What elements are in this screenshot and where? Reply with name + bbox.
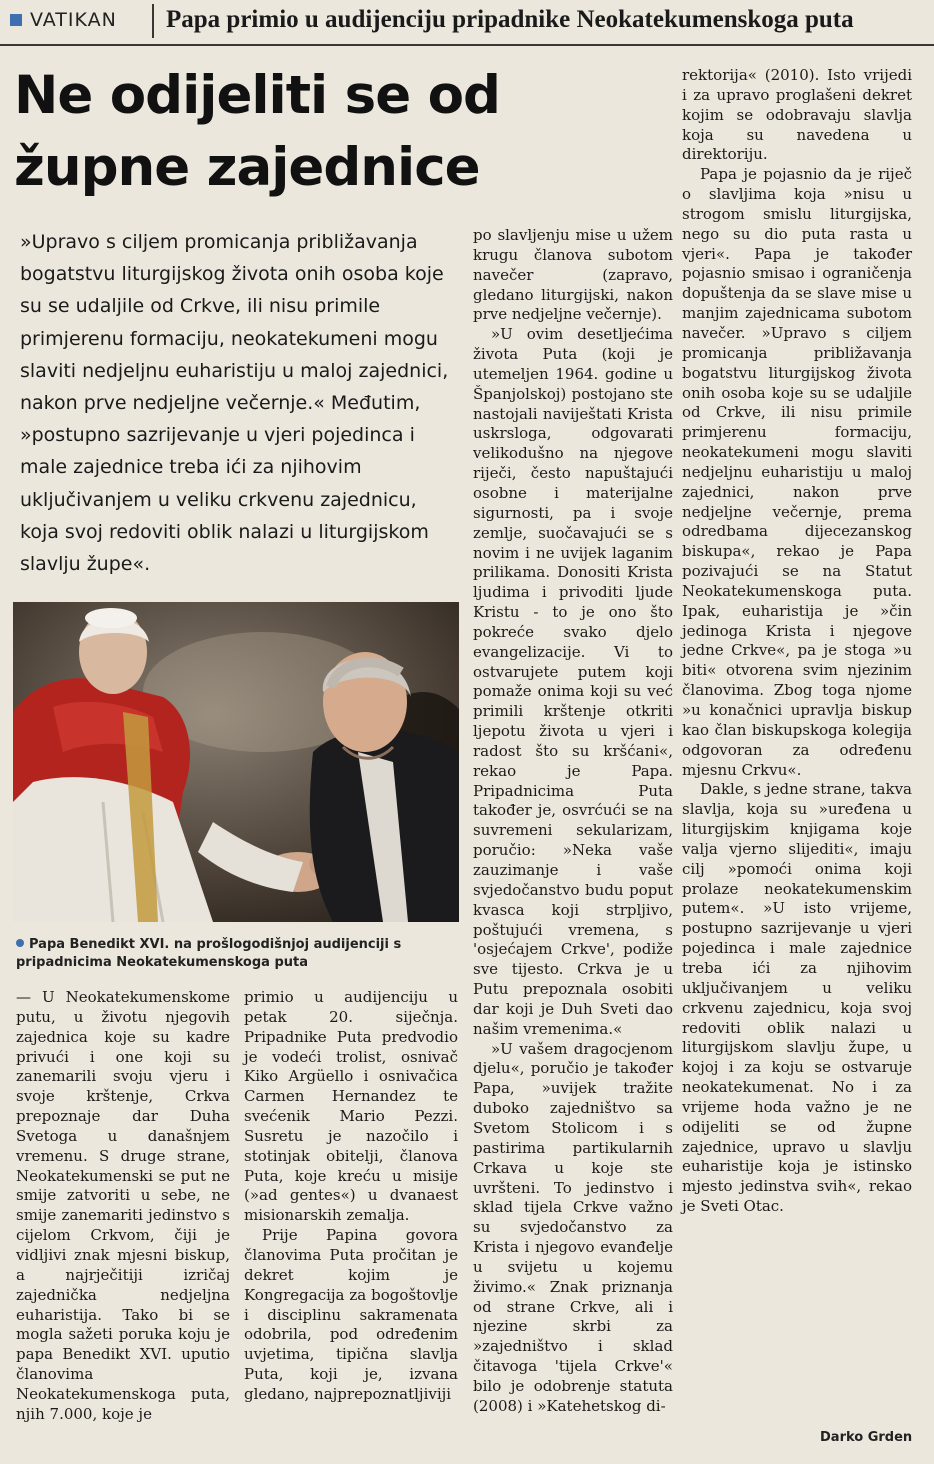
section-header bbox=[0, 0, 934, 46]
headline-line-2: župne zajednice bbox=[14, 137, 480, 198]
paragraph: primio u audijenciju u petak 20. siječnja. Pripadnike Puta predvodio je vodeći trolist, osnivač Kiko Argüello i osnivačica Carmen Hernandez te svećenik Mario Pezzi. Susretu je nazočilo i stotinjak obitelji, članova Puta, koje kreću u misije (»ad gentes«) u dvanaest misionarskih zemalja. bbox=[244, 988, 458, 1225]
caption-bullet-icon bbox=[16, 939, 24, 947]
photo-caption bbox=[16, 936, 462, 972]
caption-text: Papa Benedikt XVI. na prošlogodišnjoj audijenciji s pripadnicima Neokatekumenskoga puta bbox=[16, 937, 402, 970]
body-column-right bbox=[682, 66, 912, 1217]
paragraph: Dakle, s jedne strane, takva slavlja, koja su »uređena u liturgijskim knjigama koje valja vjerno slijediti«, imaju cilj »pomoći onima koji prolaze neokatekumenskim putem«. »U isto vrijeme, postupno sazrijevanje u vjeri pojedinca i male zajednice treba ići za njihovim uključivanjem u veliku crkvenu zajednicu, koja svoj redoviti oblik nalazi u liturgijskom slavlju župe, u kojoj i za koju se ostvaruje neokatekumenat. No i za vrijeme hoda važno je ne odijeliti se od župne zajednice, upravo u slavlju euharistije koja je istinsko mjesto jedinstva svih«, rekao je Sveti Otac. bbox=[682, 780, 912, 1216]
body-column-middle bbox=[473, 226, 673, 1417]
article-photo bbox=[13, 602, 459, 922]
paragraph: »U ovim desetljećima života Puta (koji je utemeljen 1964. godine u Španjolskoj) postojano ste nastojali naviještati Krista uskrsloga, odgovarati velikodušno na njegove riječi, često napuštajući osobne i materijalne sigurnosti, pa i svoje zemlje, suočavajući se s novim i ne uvijek laganim prilikama. Donositi Krista ljudima i privoditi ljude Kristu - to je ono što pokreće svako djelo evangelizacije. Vi to ostvarujete putem koji pomaže onima koji su već primili krštenje otkriti ljepotu života u vjeri i radost što su kršćani«, rekao je Papa. Pripadnicima Puta također je, osvrćući se na suvremeni sekularizam, poručio: »Neka vaše zauzimanje i vaše svjedočanstvo budu poput kvasca koji strpljivo, poštujući vremena, s 'osjećajem Crkve', podiže sve tijesto. Crkva je u Putu prepoznala osobiti dar koji je Duh Sveti dao našim vremenima.« bbox=[473, 325, 673, 1038]
paragraph: — U Neokatekumenskome putu, u životu njegovih zajednica koje su kadre privući i one koji su zanemarili svoju vjeru i svoje krštenje, Crkva prepoznaje dar Duha Svetoga u današnjem vremenu. S druge strane, Neokatekumenski se put ne smije zatvoriti u sebe, ne smije zanemariti jedinstvo s cijelom Crkvom, čiji je vidljivi znak mjesni biskup, a najrječitiji izričaj zajednička nedjeljna euharistija. Tako bi se mogla sažeti poruka koju je papa Benedikt XVI. uputio članovima Neokatekumenskoga puta, njih 7.000, koje je bbox=[16, 988, 230, 1423]
section-name: VATIKAN bbox=[30, 9, 117, 31]
paragraph: »U vašem dragocjenom djelu«, poručio je također Papa, »uvijek tražite duboko zajedništvo sa Svetom Stolicom i s pastirima partikularnih Crkava u koje ste uvršteni. To jedinstvo i sklad tijela Crkve važno su svjedočanstvo za Krista i njegovo evanđelje u svijetu u kojemu živimo.« Znak priznanja od strane Crkve, ali i njezine skrbi za »zajedništvo i sklad čitavoga 'tijela Crkve'« bilo je odobrenje statuta (2008) i »Katehetskog di- bbox=[473, 1039, 673, 1415]
section-marker-icon bbox=[10, 14, 22, 26]
lead-quote: »Upravo s ciljem promicanja približavanja bogatstvu liturgijskog života onih osoba koje su se udaljile od Crkve, ili nisu primile primjerenu formaciju, neokatekumeni mogu slaviti nedjeljnu euharistiju u maloj zajednici, nakon prve nedjeljne večernje.« Međutim, »postupno sazrijevanje u vjeri pojedinca i male zajednice treba ići za njihovim uključivanjem u veliku crkvenu zajednicu, koja svoj redoviti oblik nalazi u liturgijskom slavlju župe«. bbox=[20, 231, 449, 576]
body-column-left bbox=[16, 988, 230, 1425]
paragraph: Papa je pojasnio da je riječ o slavljima koja »nisu u strogom smislu liturgijska, nego su dio puta rasta u vjeri«. Papa je također pojasnio smisao i ograničenja dopuštenja da se slave mise u manjim zajednicama subotom navečer. »Upravo s ciljem promicanja približavanja bogatstvu liturgijskog života onih osoba koje su se udaljile od Crkve, ili nisu primile primjerenu formaciju, neokatekumeni mogu slaviti nedjeljnu euharistiju u maloj zajednici, nakon prve nedjeljne večernje, prema odredbama dijecezanskog biskupa«, rekao je Papa pozivajući se na Statut Neokatekumenskoga puta. Ipak, euharistija je »čin jedinoga Krista i njegove jedne Crkve«, pa je stoga »u biti« otvorena svim njezinim članovima. Zbog toga njome »u konačnici upravlja biskup kao član biskupskoga kolegija odgovoran za određenu mjesnu Crkvu«. bbox=[682, 165, 912, 779]
author-byline: Darko Grden bbox=[820, 1430, 913, 1445]
headline-line-1: Ne odijeliti se od bbox=[14, 65, 500, 126]
paragraph: po slavljenju mise u užem krugu članova subotom navečer (zapravo, gledano liturgijski, nakon prve nedjeljne večernje). bbox=[473, 226, 673, 324]
pope-audience-photo bbox=[13, 602, 459, 922]
body-column-center bbox=[244, 988, 458, 1405]
article-kicker: Papa primio u audijenciju pripadnike Neokatekumenskoga puta bbox=[166, 6, 854, 33]
article-headline bbox=[14, 60, 674, 204]
section-divider bbox=[152, 4, 154, 38]
paragraph: rektorija« (2010). Isto vrijedi i za upravo proglašeni dekret kojim se odobravaju slavlja koja su navedena u direktoriju. bbox=[682, 66, 912, 164]
paragraph: Prije Papina govora članovima Puta pročitan je dekret kojim je Kongregacija za bogoštovlje i disciplinu sakramenata odobrila, pod određenim uvjetima, tipična slavlja Puta, koji je, izvana gledano, najprepoznatljiviji bbox=[244, 1226, 458, 1403]
